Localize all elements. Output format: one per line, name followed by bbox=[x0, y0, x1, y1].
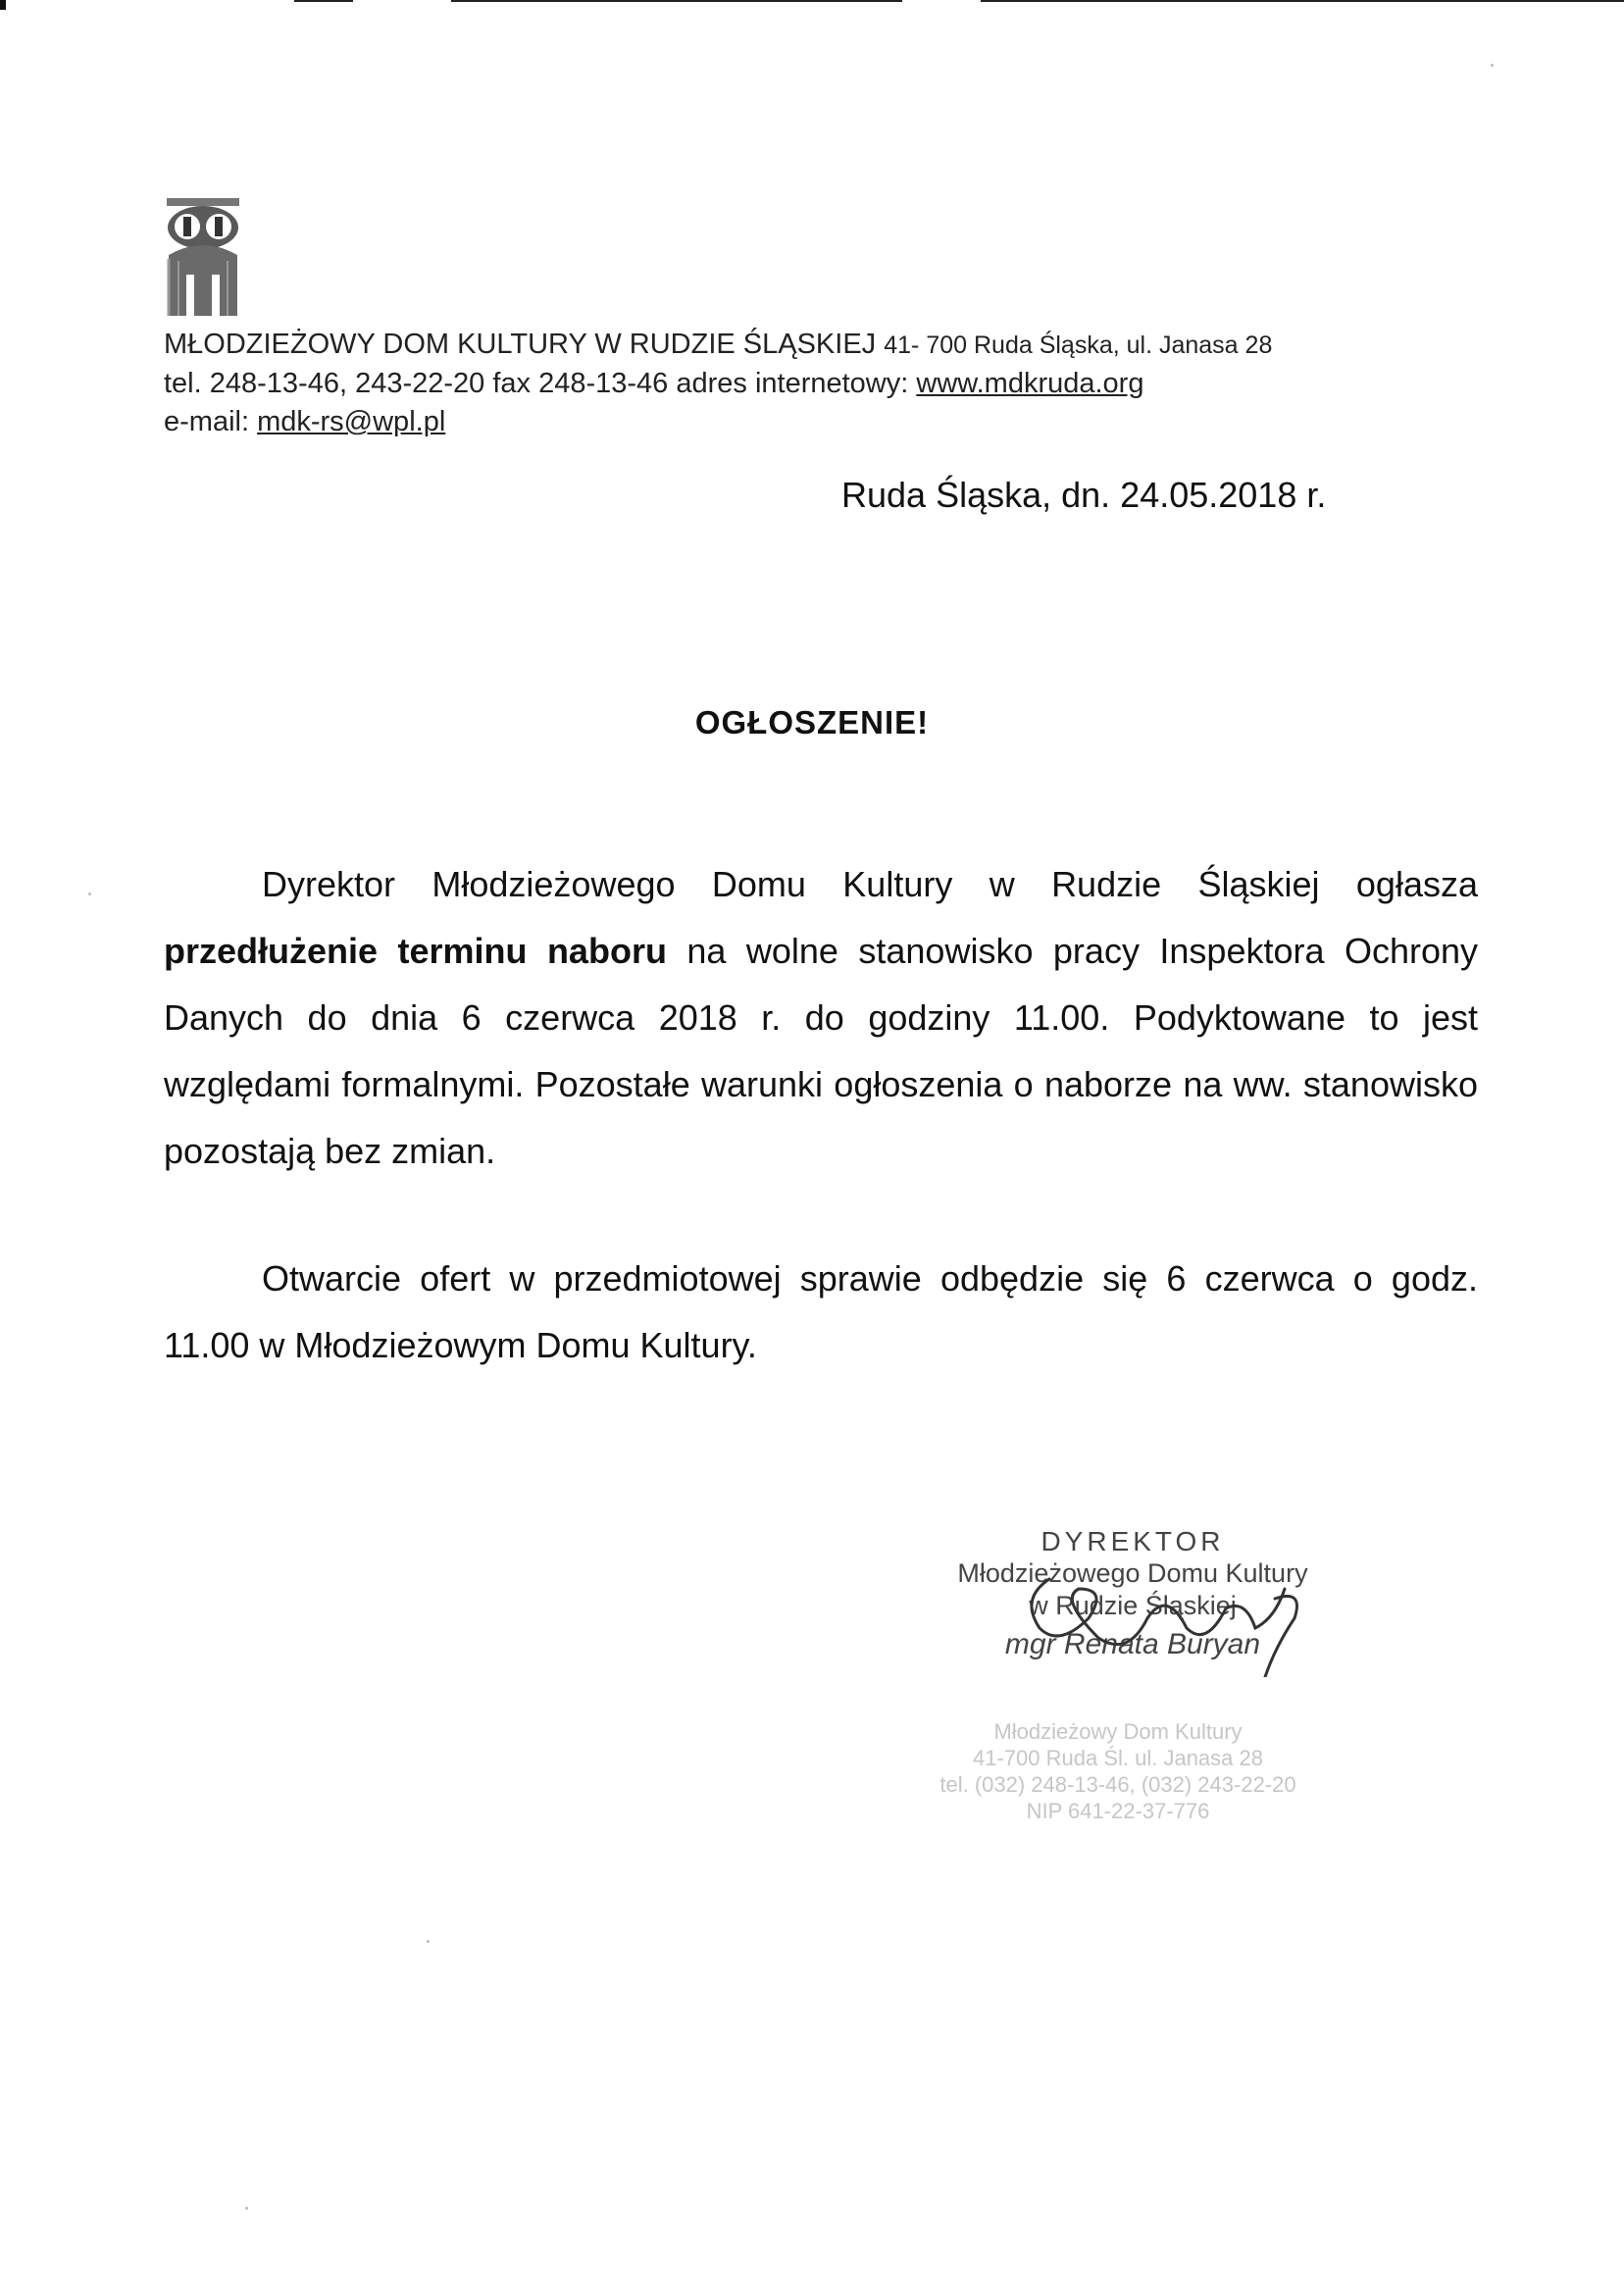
letterhead-line-3 bbox=[164, 403, 1272, 441]
stamp-name: mgr Renata Buryan bbox=[1004, 1628, 1261, 1660]
paragraph-1-text: Dyrektor Młodzieżowego Domu Kultury w Rudzie Śląskiej ogłasza bbox=[262, 864, 1478, 904]
scan-speck bbox=[1491, 64, 1494, 67]
phone-fax: tel. 248-13-46, 243-22-20 fax 248-13-46 adres internetowy: bbox=[164, 368, 917, 399]
website-link[interactable]: www.mdkruda.org bbox=[916, 368, 1144, 399]
scan-speck bbox=[88, 892, 91, 895]
scan-rule bbox=[981, 0, 1624, 2]
scan-speck bbox=[427, 1940, 430, 1943]
letterhead-line-1 bbox=[164, 326, 1272, 365]
institution-address: 41- 700 Ruda Śląska, ul. Janasa 28 bbox=[884, 331, 1273, 359]
paragraph-1 bbox=[164, 851, 1478, 1185]
email-label: e-mail: bbox=[164, 406, 258, 437]
scan-speck bbox=[245, 2207, 248, 2210]
email-link[interactable]: mdk-rs@wpl.pl bbox=[257, 406, 446, 437]
document-title: OGŁOSZENIE! bbox=[694, 704, 930, 740]
letterhead-line-2 bbox=[164, 365, 1272, 403]
scan-rule bbox=[451, 0, 902, 2]
paragraph-2-text: Otwarcie ofert w przedmiotowej sprawie odbędzie się 6 czerwca o godz. 11.00 w Młodzieżowym Domu Kultury. bbox=[164, 1258, 1478, 1365]
stamp-line: w Rudzie Śląskiej bbox=[1029, 1591, 1237, 1620]
paragraph-1-text-cont: na wolne stanowisko pracy Inspektora Ochrony Danych do dnia 6 czerwca 2018 r. do godziny 11.00. Podyktowane to jest względami formalnymi. Pozostałe warunki ogłoszenia o naborze na ww. stanowisko pozostają bez zmian. bbox=[164, 931, 1478, 1171]
paragraph-2 bbox=[164, 1246, 1478, 1379]
document-date: Ruda Śląska, dn. 24.05.2018 r. bbox=[841, 475, 1327, 515]
stamp-line: Młodzieżowego Domu Kultury bbox=[957, 1558, 1308, 1588]
stamp-line: Młodzieżowy Dom Kultury bbox=[993, 1719, 1243, 1744]
mdk-logo bbox=[165, 196, 241, 316]
paragraph-1-bold: przedłużenie terminu naboru bbox=[164, 931, 667, 971]
institution-stamp bbox=[922, 1718, 1314, 1824]
stamp-line: tel. (032) 248-13-46, (032) 243-22-20 bbox=[939, 1772, 1296, 1797]
scan-artifact bbox=[0, 0, 6, 10]
stamp-line: NIP 641-22-37-776 bbox=[1026, 1799, 1210, 1823]
scan-rule bbox=[294, 0, 353, 2]
institution-name: MŁODZIEŻOWY DOM KULTURY W RUDZIE ŚLĄSKIEJ bbox=[164, 329, 877, 360]
stamp-line: 41-700 Ruda Śl. ul. Janasa 28 bbox=[973, 1746, 1263, 1770]
letterhead bbox=[164, 326, 1272, 441]
stamp-title: DYREKTOR bbox=[1040, 1526, 1225, 1556]
handwritten-signature bbox=[981, 1559, 1334, 1677]
